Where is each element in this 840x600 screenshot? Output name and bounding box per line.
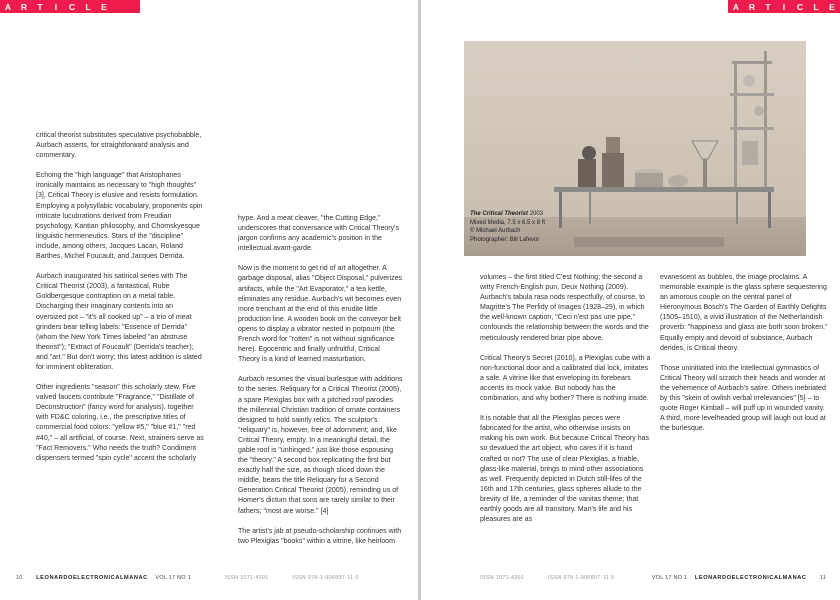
- paragraph: It is notable that all the Plexiglas pieces were fabricated for the artist, who otherwise insists on making his own work. But because Critical Theory has so devalued the art object, who cares if it is hand crafted or not? The use of clear Plexiglas, a friable, glass-like material, brings to mind other associations as well. Frequently depicted in Dutch still-lifes of the 16th and 17th centuries, glass spheres allude to the brevity of life, a reminder of the vanitas theme; that earthly goods are all transitory. Man's life and his pleasures are as: [480, 415, 650, 524]
- header-letter: T: [37, 1, 43, 12]
- right-column-1: [480, 273, 652, 525]
- right-column-2: [660, 273, 830, 434]
- right-page: [421, 0, 840, 600]
- paragraph: volumes – the first titled C'est Nothing; the second a witty French-English pun, Deux Nothing (2009). Aurbach's tabula rasa nods respectfully, of course, to Magritte's The Perfidy of Images (1928–29), in which the well-known caption, "Ceci n'est pas une pipe," confounds the relationship between the words and the meticulously rendered briar pipe above.: [480, 274, 649, 342]
- caption-year: 2003: [529, 211, 544, 217]
- right-footer: [480, 575, 826, 581]
- article-header-label: [0, 0, 140, 13]
- paragraph: evanescent as bubbles, the image proclaims. A memorable example is the glass sphere sequestering an amorous couple on the central panel of Hieronymous Bosch's The Garden of Earthly Delights (1505–1510), a vivid illustration of the Netherlandish proverb: "happiness and glass are both soon broken." Equally empty and devoid of substance, Aurbach derides, is Critical theory.: [660, 274, 828, 352]
- header-letter: R: [748, 1, 756, 12]
- caption-photographer: Photographer: Bill Lafevor: [470, 236, 540, 243]
- paragraph: Critical Theory's Secret (2010), a Plexiglas cube with a non-functional door and a calibrated dial lock, imitates a safe. A vitrine like that enveloping its forebears accents its mock value. But nobody has the combination, and why bother? There is nothing inside.: [480, 354, 651, 403]
- header-letter: R: [20, 1, 28, 12]
- article-header-bar: [0, 0, 140, 13]
- header-letter: I: [54, 1, 58, 12]
- paragraph: Echoing the "high language" that Aristophanes ironically maintains as necessary to "high thoughts" [3], Critical Theory is elusive and resists formulation. Employing a polysyllabic vocabulary, proponents spin intricate lucubrations derived from Freudian psychology, Kantian philosophy, and Chomskyesque linguistic hermeneutics. Stars of the "discipline" include, among others, Jacques Lacan, Roland Barthes, Michel Foucault, and Jacques Derrida.: [36, 172, 203, 261]
- caption-title: The Critical Theorist: [470, 211, 529, 217]
- page-number: 10: [16, 575, 23, 581]
- left-column-1: [36, 131, 204, 464]
- caption-copyright: © Michael Aurbach: [470, 228, 521, 234]
- header-letter: T: [765, 1, 771, 12]
- header-letter: E: [101, 1, 107, 12]
- issn-label: ISSN 1071-4391: [480, 575, 525, 581]
- volume-label: VOL 17 NO 1: [155, 575, 191, 581]
- header-letter: C: [68, 1, 76, 12]
- isbn-label: ISSN 978-1-906897-11-5: [292, 575, 359, 581]
- header-letter: A: [732, 1, 740, 12]
- page-number: 11: [820, 575, 827, 581]
- artwork-caption: [470, 210, 545, 244]
- paragraph: Aurbach resumes the visual burlesque with additions to the series. Reliquary for a Critical Theorist (2005), a spare Plexiglas box with a pitched roof parodies the millennial Christian tradition of ornate containers designed to hold saintly relics. The sculptor's "reliquary" is, however, free of adornment; and, like Critical Theory, empty. In a meaningful detail, the gable roof is "unhinged," just like those espousing the "theory." A second box replicating the first but exactly half the size, as though sliced down the middle, bears the title Reliquary for a Second Generation Critical Theorist (2005), reminding us of Homer's dictum that sons are rarely similar to their fathers; "most are worse." [4]: [238, 376, 403, 515]
- journal-name: LEONARDOELECTRONICALMANAC: [36, 575, 148, 581]
- caption-medium: Mixed Media, 7.5 x 6.5 x 8 ft: [470, 219, 546, 226]
- volume-label: VOL 17 NO 1: [651, 575, 688, 581]
- left-column-2: [238, 214, 403, 547]
- paragraph: critical theorist substitutes speculative psychobabble, Aurbach asserts, for straightforward analysis and commentary.: [36, 132, 202, 160]
- isbn-label: ISSN 978-1-906897-11-5: [547, 575, 615, 581]
- article-header-label: [728, 0, 840, 13]
- left-footer: [16, 575, 359, 581]
- paragraph: The artist's jab at pseudo-scholarship continues with two Plexiglas "books" within a vitrine, like heirloom: [238, 527, 402, 545]
- paragraph: Those uninitiated into the intellectual gymnastics of Critical Theory will scratch their heads and wonder at the vehemence of Aurbach's satire. Others inebriated by this "skein of owlish verbal irrelevancies" [5] – to quote Roger Kimball – will puff up in wounded vanity. A third, more levelheaded group will laugh out loud at the burlesque.: [660, 364, 826, 433]
- paragraph: Other ingredients "season" this scholarly stew. Five valved faucets contribute "Fragrance," "Distillate of Deconstruction" (fancy word for analysis), together with FD&C coloring, i.e., the prescriptive titles of commercial food colors: "yellow #5," "blue #1," "red #40," – all artificial, of course. Next, strainers serve as "Fact Removers." Who needs the truth? Condiment dispensers termed "spin cycle" accent the scholarly: [36, 384, 204, 462]
- paragraph: Aurbach inaugurated his satirical series with The Critical Theorist (2003), a fantastical, Rube Goldbergesque contraption on a metal table. Discharging their imaginary contents into an oversized pot – "it's all cooked up" – a trio of meat grinders bear telling labels: "Essence of Derrida" (whom the New York Times labeled "an abstruse theorist"); "Extract of Foucault" (Derrida's teacher); and "art." But don't worry; this latest addition is slated for imminent obliteration.: [36, 273, 202, 371]
- journal-name: LEONARDOELECTRONICALMANAC: [694, 575, 807, 581]
- issn-label: ISSN 1071-4391: [224, 575, 269, 581]
- header-letter: E: [829, 1, 835, 12]
- header-letter: I: [782, 1, 786, 12]
- paragraph: hype. And a meat cleaver, "the Cutting Edge," underscores that conversance with Critical Theory's jargon confirms any academic's position in the intellectual avant-garde.: [238, 215, 400, 253]
- paragraph: Now is the moment to get rid of art altogether. A garbage disposal, alias "Object Disposal," pulverizes artifacts, while the "Art Evaporator," a tea kettle, eliminates any residue. Aurbach's wit becomes even more trenchant at the end of this erudite little production line. A wooden book on the conveyor belt opens to display a vibrator nested in potpourri (the French word for "rotten" is not without significance here). Egocentric and finally unfruitful, Critical Theory is a kind of learned masturbation.: [238, 265, 403, 364]
- header-letter: A: [4, 1, 12, 12]
- left-page: [0, 0, 418, 600]
- article-header-bar: [728, 0, 840, 13]
- header-letter: L: [85, 1, 91, 12]
- header-letter: L: [813, 1, 819, 12]
- header-letter: C: [796, 1, 804, 12]
